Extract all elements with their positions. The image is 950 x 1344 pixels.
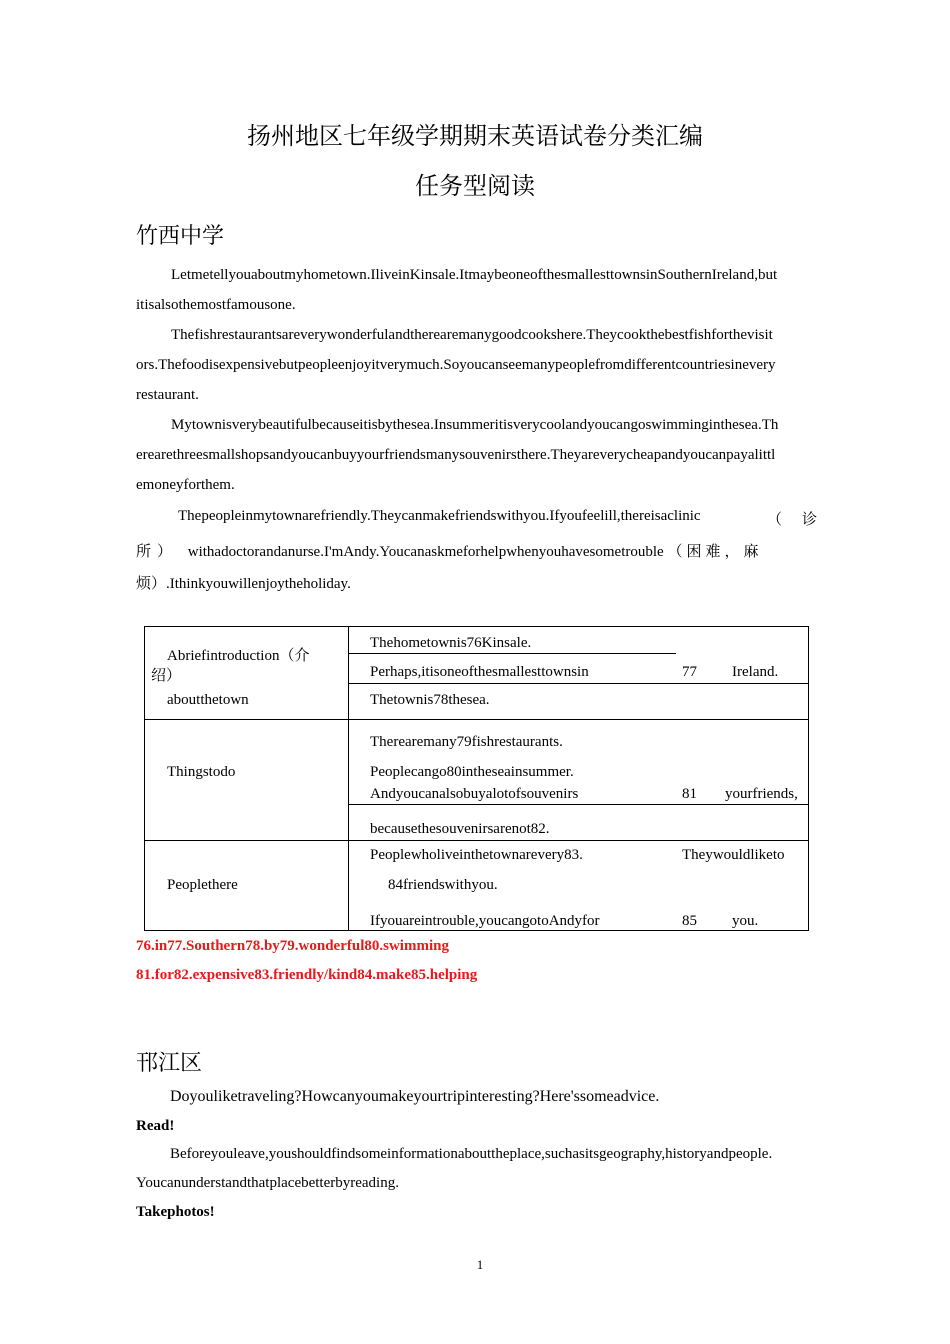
table-cell: Peoplecango80intheseainsummer. (370, 764, 574, 780)
table-cell: Perhaps,itisoneofthesmallesttownsin (370, 664, 589, 680)
table-label: Peoplethere (167, 877, 238, 893)
table-cell: Theywouldliketo (682, 847, 785, 863)
table-border (144, 626, 809, 627)
document-subtitle: 任务型阅读 (415, 174, 535, 200)
blank-number: 77 (682, 664, 697, 680)
section-heading-zhuxi: 竹西中学 (136, 223, 225, 248)
table-border (144, 930, 809, 931)
paren-char: （ (767, 512, 783, 528)
table-border (808, 626, 809, 931)
table-cell: 84friendswithyou. (388, 877, 498, 893)
passage-line: erearethreesmallshopsandyoucanbuyyourfriendsmanysouvenirsthere.Theyareverycheapandyoucanpayalittl (136, 447, 776, 463)
passage-line: Letmetellyouaboutmyhometown.IliveinKinsale.ItmaybeoneofthesmallesttownsinSouthernIreland,but (171, 267, 778, 283)
passage-line: restaurant. (136, 387, 199, 403)
document-title: 扬州地区七年级学期期末英语试卷分类汇编 (247, 124, 703, 150)
section-heading-hanjiang: 邗江区 (136, 1050, 203, 1075)
passage-line: Doyouliketraveling?Howcanyoumakeyourtripinteresting?Here'ssomeadvice. (170, 1088, 660, 1105)
table-cell: Thetownis78thesea. (370, 692, 490, 708)
table-label: Abriefintroduction（介 (167, 648, 310, 664)
passage-line (136, 540, 817, 561)
passage-line (178, 508, 818, 528)
passage-line: Youcanunderstandthatplacebetterbyreading. (136, 1175, 399, 1191)
table-cell: Andyoucanalsobuyalotofsouvenirs (370, 786, 579, 802)
table-cell: yourfriends, (725, 786, 798, 802)
table-border (144, 719, 809, 720)
table-cell: becausethesouvenirsarenot82. (370, 821, 550, 837)
table-cell: Therearemany79fishrestaurants. (370, 734, 563, 750)
passage-line: ors.Thefoodisexpensivebutpeopleenjoyitverymuch.Soyoucanseemanypeoplefromdifferentcountriesinevery (136, 357, 776, 373)
blank-number: 81 (682, 786, 697, 802)
subheading-photos: Takephotos! (136, 1204, 215, 1220)
answer-key-line: 76.in77.Southern78.by79.wonderful80.swimming (136, 938, 449, 954)
blank-number: 85 (682, 913, 697, 929)
table-border (348, 626, 349, 931)
table-border (144, 840, 809, 841)
table-cell: you. (732, 913, 759, 929)
table-border (348, 653, 676, 654)
chinese-gloss: （困难，麻 (667, 544, 763, 560)
table-border (144, 626, 145, 931)
passage-line: 烦）.Ithinkyouwillenjoytheholiday. (136, 576, 351, 592)
passage-text: withadoctorandanurse.I'mAndy.Youcanaskmeforhelpwhenyouhavesometrouble (187, 544, 664, 560)
passage-line: emoneyforthem. (136, 477, 235, 493)
table-label: Thingstodo (167, 764, 236, 780)
chinese-gloss: 所） (136, 544, 179, 560)
passage-line: Mytownisverybeautifulbecauseitisbythesea.Insummeritisverycoolandyoucangoswimminginthesea.Th (171, 417, 779, 433)
passage-line: itisalsothemostfamousone. (136, 297, 296, 313)
passage-text: Thepeopleinmytownarefriendly.Theycanmakefriendswithyou.Ifyoufeelill,thereisaclinic (178, 508, 701, 524)
table-label: 绍） (151, 668, 182, 684)
table-label: aboutthetown (167, 692, 249, 708)
table-cell: Peoplewholiveinthetownarevery83. (370, 847, 583, 863)
table-border (348, 804, 809, 805)
chinese-gloss: 诊 (802, 512, 818, 528)
table-cell: Ifyouareintrouble,youcangotoAndyfor (370, 913, 600, 929)
table-cell: Thehometownis76Kinsale. (370, 635, 532, 651)
subheading-read: Read! (136, 1118, 175, 1134)
table-cell: Ireland. (732, 664, 779, 680)
passage-line: Beforeyouleave,youshouldfindsomeinformationabouttheplace,suchasitsgeography,historyandpeople. (170, 1146, 773, 1162)
passage-line: Thefishrestaurantsareverywonderfulandtherearemanygoodcookshere.Theycookthebestfishforthevisit (171, 327, 773, 343)
table-border (348, 683, 809, 684)
answer-key-line: 81.for82.expensive83.friendly/kind84.make85.helping (136, 967, 478, 983)
page-number: 1 (476, 1257, 484, 1272)
